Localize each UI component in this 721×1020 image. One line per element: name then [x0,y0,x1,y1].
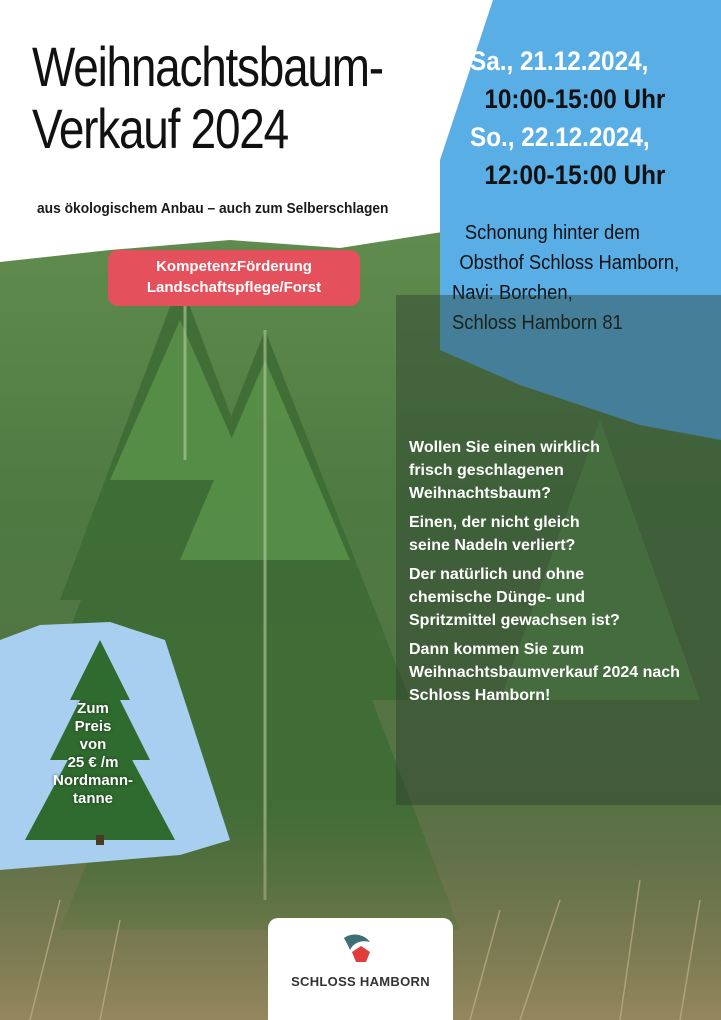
body-paragraph-1: Wollen Sie einen wirklich frisch geschlagenen Weihnachtsbaum? [409,439,600,502]
program-badge [108,250,360,306]
logo-wordmark: SCHLOSS HAMBORN [291,974,430,989]
sale-dates [470,42,686,194]
location-line-3: Navi: Borchen, [452,282,573,304]
body-paragraph-2: Einen, der nicht gleich seine Nadeln verliert? [409,514,580,554]
location-line-2: Obsthof Schloss Hamborn, [459,252,680,274]
logo-panel [268,918,453,1020]
body-copy [409,436,709,713]
schloss-hamborn-logo-icon [338,932,384,968]
subtitle: aus ökologischem Anbau – auch zum Selberschlagen [37,200,389,217]
body-paragraph-4: Dann kommen Sie zum Weihnachtsbaumverkauf 2024 nach Schloss Hamborn! [409,641,680,704]
price-line-3: von [79,736,107,753]
date-day-1: Sa., 21.12.2024, [470,46,649,76]
title-line-1: Weihnachtsbaum- [32,35,383,98]
price-line-1: Zum [77,700,109,717]
date-time-2: 12:00-15:00 Uhr [484,160,666,190]
body-paragraph-3: Der natürlich und ohne chemische Dünge- und Spritzmittel gewachsen ist? [409,566,620,629]
location-line-1: Schonung hinter dem [464,222,640,244]
price-line-2: Preis [74,718,112,735]
price-line-5: Nordmann- [53,772,133,789]
date-time-1: 10:00-15:00 Uhr [484,84,666,114]
poster-title [32,36,383,160]
location-line-4: Schloss Hamborn 81 [452,312,623,334]
price-line-4: 25 € /m [67,754,119,771]
badge-line-2: Landschaftspflege/Forst [146,279,322,296]
price-label [38,700,148,808]
badge-line-1: KompetenzFörderung [156,258,312,275]
title-line-2: Verkauf 2024 [32,97,288,160]
price-line-6: tanne [72,790,113,807]
date-day-2: So., 22.12.2024, [470,122,650,152]
